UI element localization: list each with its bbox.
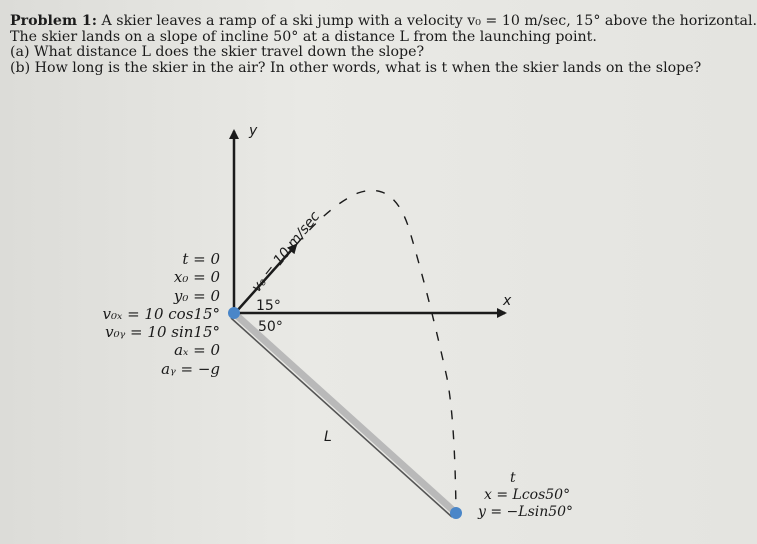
problem-line-2: The skier lands on a slope of incline 50° at a distance L from the launching point. bbox=[10, 28, 597, 45]
landing-conditions bbox=[456, 470, 586, 521]
condition-ay: aᵧ = −g bbox=[161, 359, 220, 378]
problem-label: Problem 1: bbox=[10, 13, 98, 29]
initial-conditions bbox=[70, 250, 220, 378]
condition-v0y: v₀ᵧ = 10 sin15° bbox=[105, 323, 220, 342]
condition-t: t = 0 bbox=[182, 250, 220, 268]
landing-y: y = −Lsin50° bbox=[478, 504, 574, 520]
y-axis-label: y bbox=[249, 123, 258, 139]
trajectory-dashed bbox=[296, 190, 456, 513]
slope-edge bbox=[231, 318, 452, 517]
question-a: (a) What distance L does the skier travel down the slope? bbox=[10, 44, 425, 60]
condition-x0: x₀ = 0 bbox=[173, 268, 220, 287]
condition-ax: aₓ = 0 bbox=[174, 341, 220, 360]
problem-text-1: A skier leaves a ramp of a ski jump with a velocity v₀ = 10 m/sec, 15° above the horizontal. bbox=[101, 13, 757, 29]
angle-launch-label: 15° bbox=[256, 298, 281, 314]
x-axis-label: x bbox=[503, 293, 512, 309]
question-b: (b) How long is the skier in the air? In other words, what is t when the skier lands on the slope? bbox=[10, 59, 702, 76]
condition-v0x: v₀ₓ = 10 cos15° bbox=[102, 304, 220, 323]
launch-point bbox=[228, 307, 240, 319]
velocity-label: v₀ = 10 m/sec bbox=[248, 208, 324, 296]
landing-x: x = Lcos50° bbox=[484, 487, 571, 503]
angle-slope-label: 50° bbox=[258, 319, 283, 335]
distance-label: L bbox=[324, 429, 332, 445]
landing-t: t bbox=[510, 470, 516, 486]
condition-y0: y₀ = 0 bbox=[173, 286, 220, 305]
slope-line bbox=[234, 313, 456, 513]
